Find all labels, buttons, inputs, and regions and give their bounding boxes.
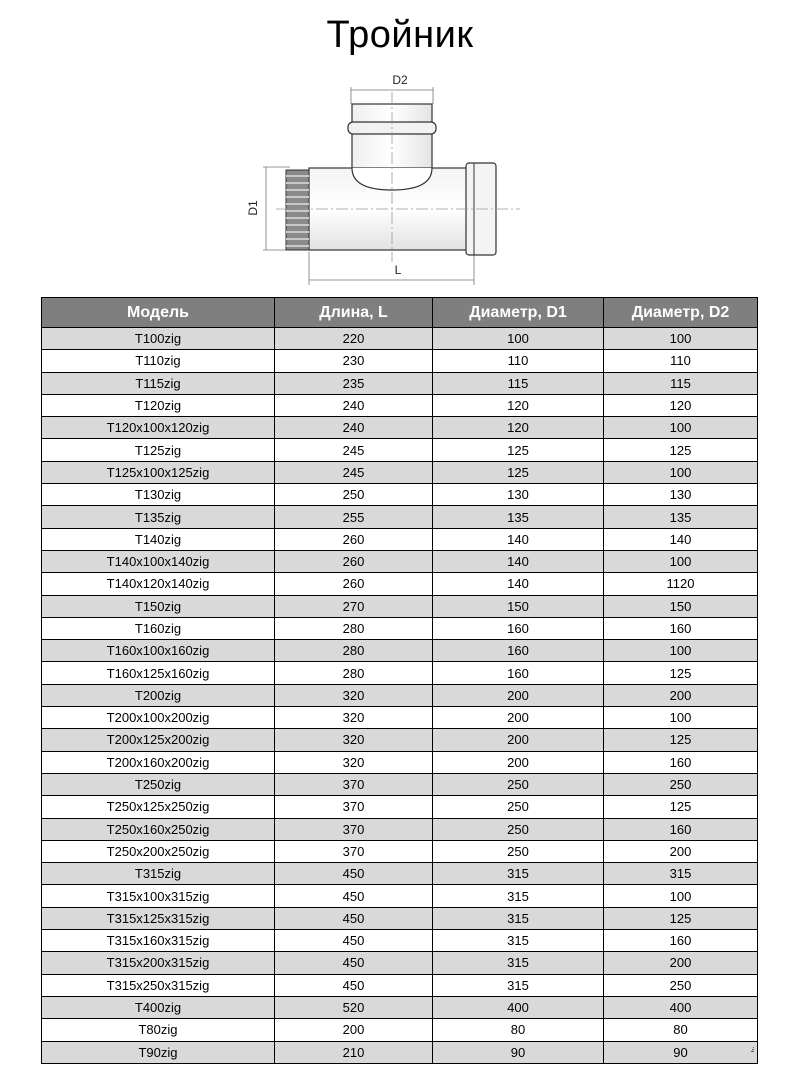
cell-length: 320 (275, 751, 433, 773)
table-row (42, 707, 758, 729)
cell-length: 280 (275, 640, 433, 662)
table-row (42, 439, 758, 461)
cell-diameter-d2: 160 (604, 818, 758, 840)
cell-model: T140x120x140zig (42, 573, 275, 595)
cell-diameter-d1: 315 (433, 863, 604, 885)
table-row (42, 461, 758, 483)
table-row (42, 996, 758, 1018)
label-l: L (394, 263, 402, 277)
page-title: Тройник (326, 14, 474, 56)
cell-length: 320 (275, 684, 433, 706)
cell-diameter-d2: 100 (604, 885, 758, 907)
cell-model: T110zig (42, 350, 275, 372)
cell-diameter-d2: 100 (604, 550, 758, 572)
cell-diameter-d2: 125 (604, 439, 758, 461)
cell-model: T315x125x315zig (42, 907, 275, 929)
table-row (42, 729, 758, 751)
cell-diameter-d2: 120 (604, 394, 758, 416)
table-header-row (42, 298, 758, 328)
cell-diameter-d2: 250 (604, 773, 758, 795)
cell-model: T140zig (42, 528, 275, 550)
cell-diameter-d2: 1120 (604, 573, 758, 595)
cell-diameter-d2: 130 (604, 484, 758, 506)
table-row (42, 550, 758, 572)
cell-model: T315x200x315zig (42, 952, 275, 974)
cell-diameter-d1: 140 (433, 528, 604, 550)
cell-model: T200x160x200zig (42, 751, 275, 773)
cell-model: T125x100x125zig (42, 461, 275, 483)
cell-length: 320 (275, 707, 433, 729)
cell-diameter-d2: 315 (604, 863, 758, 885)
cell-diameter-d2: 90 (604, 1041, 758, 1063)
cell-length: 280 (275, 617, 433, 639)
cell-length: 520 (275, 996, 433, 1018)
cell-length: 320 (275, 729, 433, 751)
cell-length: 210 (275, 1041, 433, 1063)
table-row (42, 684, 758, 706)
cell-diameter-d1: 315 (433, 952, 604, 974)
cell-diameter-d1: 110 (433, 350, 604, 372)
cell-model: T400zig (42, 996, 275, 1018)
corner-mark-icon (750, 1047, 755, 1053)
cell-length: 450 (275, 885, 433, 907)
cell-diameter-d2: 80 (604, 1019, 758, 1041)
cell-diameter-d1: 150 (433, 595, 604, 617)
cell-length: 245 (275, 439, 433, 461)
table-row (42, 640, 758, 662)
cell-diameter-d2: 125 (604, 729, 758, 751)
cell-length: 250 (275, 484, 433, 506)
cell-model: T250x200x250zig (42, 840, 275, 862)
cell-length: 260 (275, 528, 433, 550)
cell-diameter-d2: 100 (604, 707, 758, 729)
cell-model: T200zig (42, 684, 275, 706)
cell-diameter-d1: 120 (433, 417, 604, 439)
cell-diameter-d1: 120 (433, 394, 604, 416)
cell-model: T160x125x160zig (42, 662, 275, 684)
cell-diameter-d1: 400 (433, 996, 604, 1018)
cell-diameter-d1: 200 (433, 729, 604, 751)
cell-diameter-d1: 115 (433, 372, 604, 394)
cell-diameter-d2: 100 (604, 461, 758, 483)
label-d1: D1 (246, 200, 260, 216)
cell-model: T90zig (42, 1041, 275, 1063)
cell-length: 230 (275, 350, 433, 372)
cell-model: T135zig (42, 506, 275, 528)
table-row (42, 840, 758, 862)
cell-length: 235 (275, 372, 433, 394)
cell-model: T200x100x200zig (42, 707, 275, 729)
cell-length: 240 (275, 417, 433, 439)
cell-model: T160x100x160zig (42, 640, 275, 662)
cell-model: T150zig (42, 595, 275, 617)
cell-diameter-d2: 160 (604, 617, 758, 639)
cell-diameter-d2: 160 (604, 751, 758, 773)
cell-diameter-d2: 140 (604, 528, 758, 550)
cell-diameter-d2: 125 (604, 796, 758, 818)
table-row (42, 796, 758, 818)
cell-diameter-d1: 100 (433, 328, 604, 350)
cell-model: T100zig (42, 328, 275, 350)
cell-model: T315zig (42, 863, 275, 885)
label-d2: D2 (392, 73, 408, 87)
cell-model: T250x125x250zig (42, 796, 275, 818)
spec-table (41, 297, 758, 1064)
cell-length: 450 (275, 974, 433, 996)
cell-length: 255 (275, 506, 433, 528)
cell-length: 220 (275, 328, 433, 350)
cell-diameter-d1: 315 (433, 974, 604, 996)
cell-model: T315x250x315zig (42, 974, 275, 996)
cell-diameter-d2: 115 (604, 372, 758, 394)
seal-end (286, 170, 309, 250)
cell-model: T80zig (42, 1019, 275, 1041)
cell-model: T125zig (42, 439, 275, 461)
cell-diameter-d1: 125 (433, 439, 604, 461)
cell-length: 370 (275, 818, 433, 840)
table-row (42, 1019, 758, 1041)
cell-diameter-d1: 200 (433, 751, 604, 773)
cell-diameter-d2: 125 (604, 907, 758, 929)
cell-diameter-d1: 160 (433, 662, 604, 684)
cell-length: 240 (275, 394, 433, 416)
table-row (42, 350, 758, 372)
cell-diameter-d2: 100 (604, 417, 758, 439)
dimension-l (309, 252, 474, 285)
cell-diameter-d2: 400 (604, 996, 758, 1018)
cell-diameter-d2: 200 (604, 840, 758, 862)
cell-diameter-d1: 140 (433, 550, 604, 572)
table-row (42, 863, 758, 885)
cell-diameter-d1: 250 (433, 840, 604, 862)
table-row (42, 885, 758, 907)
cell-diameter-d1: 160 (433, 640, 604, 662)
cell-diameter-d1: 130 (433, 484, 604, 506)
table-row (42, 952, 758, 974)
table-row (42, 617, 758, 639)
cell-diameter-d1: 315 (433, 885, 604, 907)
cell-length: 260 (275, 550, 433, 572)
cell-diameter-d1: 125 (433, 461, 604, 483)
table-row (42, 662, 758, 684)
cell-diameter-d2: 125 (604, 662, 758, 684)
cell-model: T250x160x250zig (42, 818, 275, 840)
cell-diameter-d1: 140 (433, 573, 604, 595)
spec-table-body (42, 328, 758, 1064)
table-row (42, 417, 758, 439)
cell-diameter-d2: 100 (604, 328, 758, 350)
cell-diameter-d2: 160 (604, 930, 758, 952)
table-row (42, 930, 758, 952)
cell-model: T130zig (42, 484, 275, 506)
cell-diameter-d1: 200 (433, 707, 604, 729)
cell-length: 370 (275, 840, 433, 862)
cell-length: 260 (275, 573, 433, 595)
cell-length: 370 (275, 796, 433, 818)
table-row (42, 372, 758, 394)
cell-model: T315x160x315zig (42, 930, 275, 952)
cell-model: T160zig (42, 617, 275, 639)
cell-diameter-d2: 110 (604, 350, 758, 372)
cell-diameter-d2: 200 (604, 684, 758, 706)
cell-model: T140x100x140zig (42, 550, 275, 572)
cell-diameter-d1: 315 (433, 907, 604, 929)
header-length: Длина, L (275, 298, 433, 328)
cell-model: T315x100x315zig (42, 885, 275, 907)
table-row (42, 818, 758, 840)
header-model: Модель (42, 298, 275, 328)
header-diameter-d2: Диаметр, D2 (604, 298, 758, 328)
cell-model: T250zig (42, 773, 275, 795)
cell-diameter-d2: 200 (604, 952, 758, 974)
table-row (42, 328, 758, 350)
cell-length: 450 (275, 930, 433, 952)
cell-length: 450 (275, 907, 433, 929)
table-row (42, 394, 758, 416)
cell-length: 200 (275, 1019, 433, 1041)
header-diameter-d1: Диаметр, D1 (433, 298, 604, 328)
cell-length: 245 (275, 461, 433, 483)
table-row (42, 907, 758, 929)
cell-diameter-d2: 100 (604, 640, 758, 662)
table-row (42, 484, 758, 506)
cell-diameter-d1: 200 (433, 684, 604, 706)
tee-fitting-drawing (230, 66, 530, 294)
table-row (42, 573, 758, 595)
cell-diameter-d1: 315 (433, 930, 604, 952)
cell-diameter-d1: 80 (433, 1019, 604, 1041)
table-row (42, 595, 758, 617)
cell-diameter-d1: 135 (433, 506, 604, 528)
table-row (42, 1041, 758, 1063)
cell-model: T115zig (42, 372, 275, 394)
cell-model: T120zig (42, 394, 275, 416)
table-row (42, 773, 758, 795)
cell-length: 450 (275, 863, 433, 885)
cell-diameter-d2: 250 (604, 974, 758, 996)
table-row (42, 974, 758, 996)
cell-length: 280 (275, 662, 433, 684)
cell-diameter-d2: 135 (604, 506, 758, 528)
cell-diameter-d1: 250 (433, 796, 604, 818)
table-row (42, 751, 758, 773)
cell-diameter-d1: 250 (433, 773, 604, 795)
dimension-d1 (246, 167, 290, 250)
cell-length: 450 (275, 952, 433, 974)
cell-model: T120x100x120zig (42, 417, 275, 439)
cell-diameter-d2: 150 (604, 595, 758, 617)
cell-model: T200x125x200zig (42, 729, 275, 751)
cell-length: 370 (275, 773, 433, 795)
table-row (42, 528, 758, 550)
cell-diameter-d1: 250 (433, 818, 604, 840)
cell-length: 270 (275, 595, 433, 617)
cell-diameter-d1: 160 (433, 617, 604, 639)
table-row (42, 506, 758, 528)
cell-diameter-d1: 90 (433, 1041, 604, 1063)
